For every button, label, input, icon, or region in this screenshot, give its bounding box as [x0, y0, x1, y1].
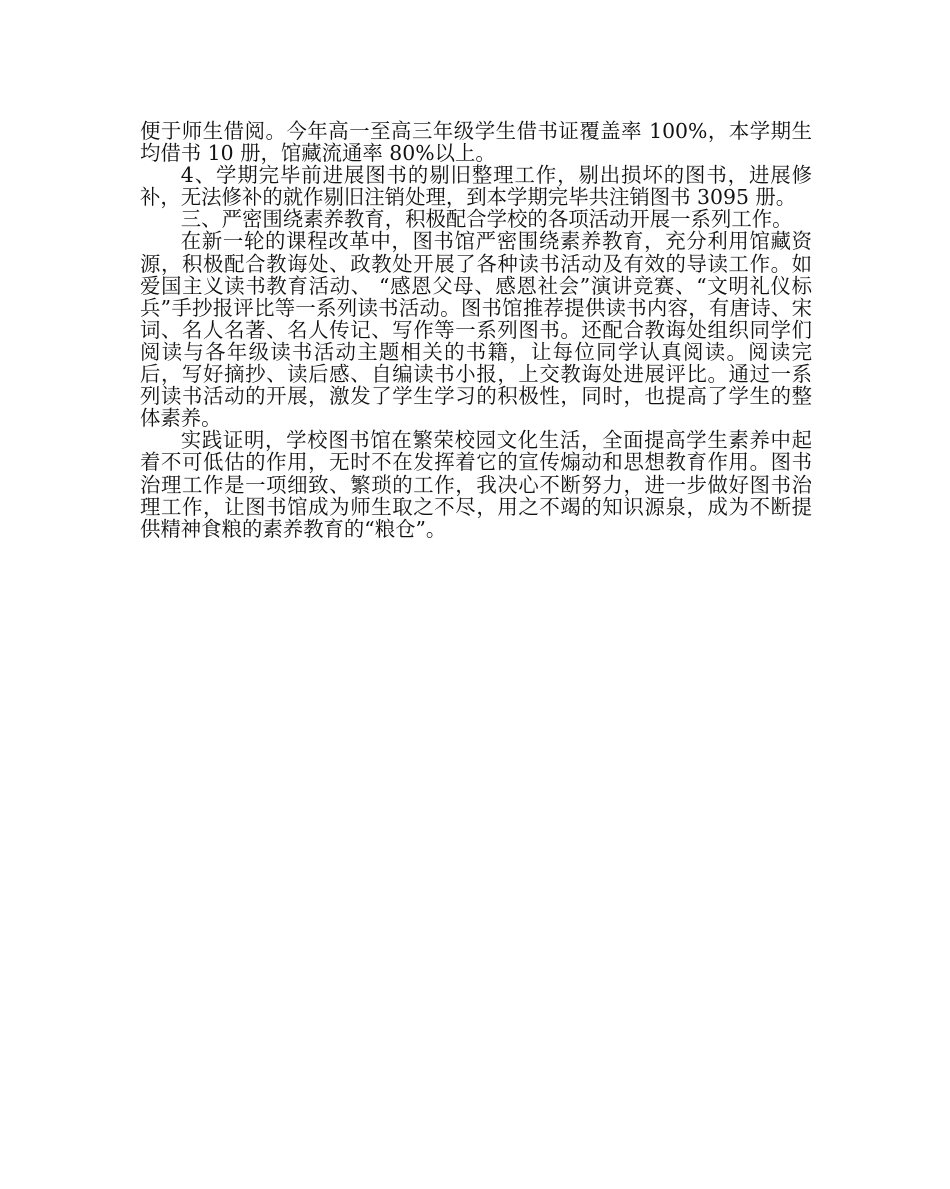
document-body — [140, 120, 812, 540]
paragraph-weeding-work: 4、学期完毕前进展图书的剔旧整理工作，剔出损坏的图书，进展修补，无法修补的就作剔旧注销处理，到本学期完毕共注销图书 3095 册。 — [140, 163, 812, 210]
section-heading-three: 三、严密围绕素养教育，积极配合学校的各项活动开展一系列工作。 — [180, 207, 793, 232]
paragraph-conclusion: 实践证明，学校图书馆在繁荣校园文化生活，全面提高学生素养中起着不可低估的作用，无时不在发挥着它的宣传煽动和思想教育作用。图书治理工作是一项细致、繁琐的工作，我决心不断努力，进一步做好图书治理工作，让图书馆成为师生取之不尽，用之不竭的知识源泉，成为不断提供精神食粮的素养教育的“粮仓”。 — [140, 428, 812, 541]
paragraph-reading-activities: 在新一轮的课程改革中，图书馆严密围绕素养教育，充分利用馆藏资源，积极配合教诲处、政教处开展了各种读书活动及有效的导读工作。如爱国主义读书教育活动、 “感恩父母、感恩社会”演讲竞赛、“文明礼仪标兵”手抄报评比等一系列读书活动。图书馆推荐提供读书内容，有唐诗、宋词、名人名著、名人传记、写作等一系列图书。还配合教诲处组织同学们阅读与各年级读书活动主题相关的书籍，让每位同学认真阅读。阅读完后，写好摘抄、读后感、自编读书小报，上交教诲处进展评比。通过一系列读书活动的开展，激发了学生学习的积极性，同时，也提高了学生的整体素养。 — [140, 229, 812, 431]
paragraph-lending-stats: 便于师生借阅。今年高一至高三年级学生借书证覆盖率 100%，本学期生均借书 10 册，馆藏流通率 80%以上。 — [140, 119, 812, 166]
